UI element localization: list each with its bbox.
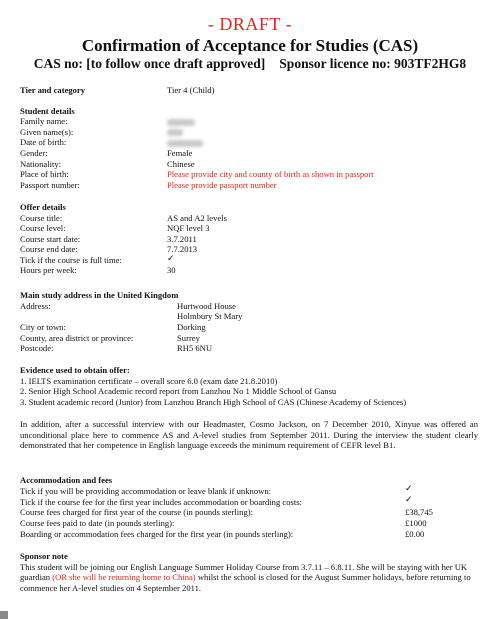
postcode-value: RH5 6NU [177, 343, 213, 353]
given-names-redacted [167, 127, 183, 138]
study-address-heading: Main study address in the United Kingdom [20, 290, 179, 300]
passport-value: Please provide passport number [167, 179, 277, 190]
nationality-value: Chinese [167, 158, 195, 169]
includes-accommodation-label: Tick if the course fee for the first year includes accommodation or boarding costs: [20, 496, 302, 507]
nationality-label: Nationality: [20, 158, 62, 169]
given-names-label: Given name(s): [20, 126, 74, 137]
city-label: City or town: [20, 322, 66, 332]
accommodation-label: Tick if you will be providing accommodation or leave blank if unknown: [20, 485, 272, 496]
hours-per-week-value: 30 [167, 265, 176, 275]
fees-charged-label: Course fees charged for first year of the course (in pounds sterling): [20, 507, 253, 517]
interview-paragraph: In addition, after a successful interview with our Headmaster, Cosmo Jackson, on 7 December 2010, Xinyue was offered an unconditional place here to commence AS and A-level studies from September 2011. During the interview the student clearly demonstrated that her competence in English language exceeds the minimum requirement of CEFR level B1. [20, 419, 478, 451]
fees-charged-value: £38,745 [405, 507, 433, 517]
sponsor-note-heading: Sponsor note [20, 551, 68, 561]
evidence-item-1: 1. IELTS examination certificate – overall score 6.0 (exam date 21.8.2010) [20, 375, 278, 386]
course-start-value: 3.7.2011 [167, 233, 197, 244]
evidence-item-3: 3. Student academic record (Junior) from Lanzhou Branch High School of CAS (Chinese Academy of Sciences) [20, 397, 407, 407]
includes-accommodation-check-icon: ✓ [405, 495, 413, 505]
evidence-heading: Evidence used to obtain offer: [20, 365, 130, 375]
dob-label: Date of birth: [20, 137, 67, 147]
student-details-heading: Student details [20, 106, 75, 116]
offer-details-heading: Offer details [20, 202, 66, 212]
tier-label: Tier and category [20, 85, 86, 95]
evidence-item-2: 2. Senior High School Academic record report from Lanzhou No 1 Middle School of Gansu [20, 386, 337, 396]
city-value: Dorking [177, 322, 206, 332]
document-title: Confirmation of Acceptance for Studies (CAS) [81, 36, 419, 55]
address-line-2: Holmbury St Mary [177, 311, 243, 321]
full-time-check-icon: ✓ [167, 254, 175, 264]
family-name-label: Family name: [20, 116, 68, 126]
sponsor-note-alternative: (OR she will be returning home to China) [52, 572, 196, 583]
course-title-value: AS and A2 levels [167, 212, 227, 223]
course-end-label: Course end date: [20, 244, 78, 254]
draft-banner: - DRAFT - [207, 14, 293, 34]
sponsor-note-part-2: whilst the school is closed for the August Summer holidays, before returning to commence her A-level studies on 4 September 2011. [20, 572, 471, 593]
gender-label: Gender: [20, 148, 48, 158]
course-title-label: Course title: [20, 212, 63, 223]
sponsor-note-text [20, 562, 478, 594]
county-label: County, area district or province: [20, 332, 134, 343]
gender-value: Female [167, 148, 193, 158]
address-label: Address: [20, 300, 51, 311]
sponsor-note-part-1: This student will be joining our English Language Summer Holiday Course from 3.7.11 – 6.8.11. She will be staying with her UK guardian [20, 561, 468, 583]
postcode-label: Postcode: [20, 343, 54, 353]
hours-per-week-label: Hours per week: [20, 265, 77, 275]
family-name-redacted [167, 116, 195, 127]
course-start-label: Course start date: [20, 233, 81, 244]
dob-redacted [167, 137, 203, 148]
address-line-1: Hurtwood House [177, 300, 236, 311]
course-level-label: Course level: [20, 223, 66, 233]
fees-paid-value: £1000 [405, 518, 427, 528]
passport-label: Passport number: [20, 179, 80, 190]
full-time-label: Tick if the course is full time: [20, 254, 122, 265]
fees-paid-label: Course fees paid to date (in pounds sterling): [20, 518, 175, 528]
accommodation-fees-heading: Accommodation and fees [20, 475, 113, 485]
boarding-fees-value: £0.00 [405, 528, 425, 539]
place-of-birth-value: Please provide city and county of birth as shown in passport [167, 169, 374, 179]
county-value: Surrey [177, 332, 200, 343]
page-corner-marker [0, 611, 8, 619]
accommodation-check-icon: ✓ [405, 484, 413, 494]
sponsor-licence-number: Sponsor licence no: 903TF2HG8 [279, 56, 467, 71]
course-level-value: NQF level 3 [167, 223, 210, 233]
tier-value: Tier 4 (Child) [167, 85, 215, 95]
cas-reference-line [0, 56, 500, 72]
cas-number: CAS no: [to follow once draft approved] [33, 56, 266, 71]
place-of-birth-label: Place of birth: [20, 169, 69, 179]
boarding-fees-label: Boarding or accommodation fees charged for the first year (in pounds sterling): [20, 528, 294, 539]
course-end-value: 7.7.2013 [167, 244, 198, 254]
